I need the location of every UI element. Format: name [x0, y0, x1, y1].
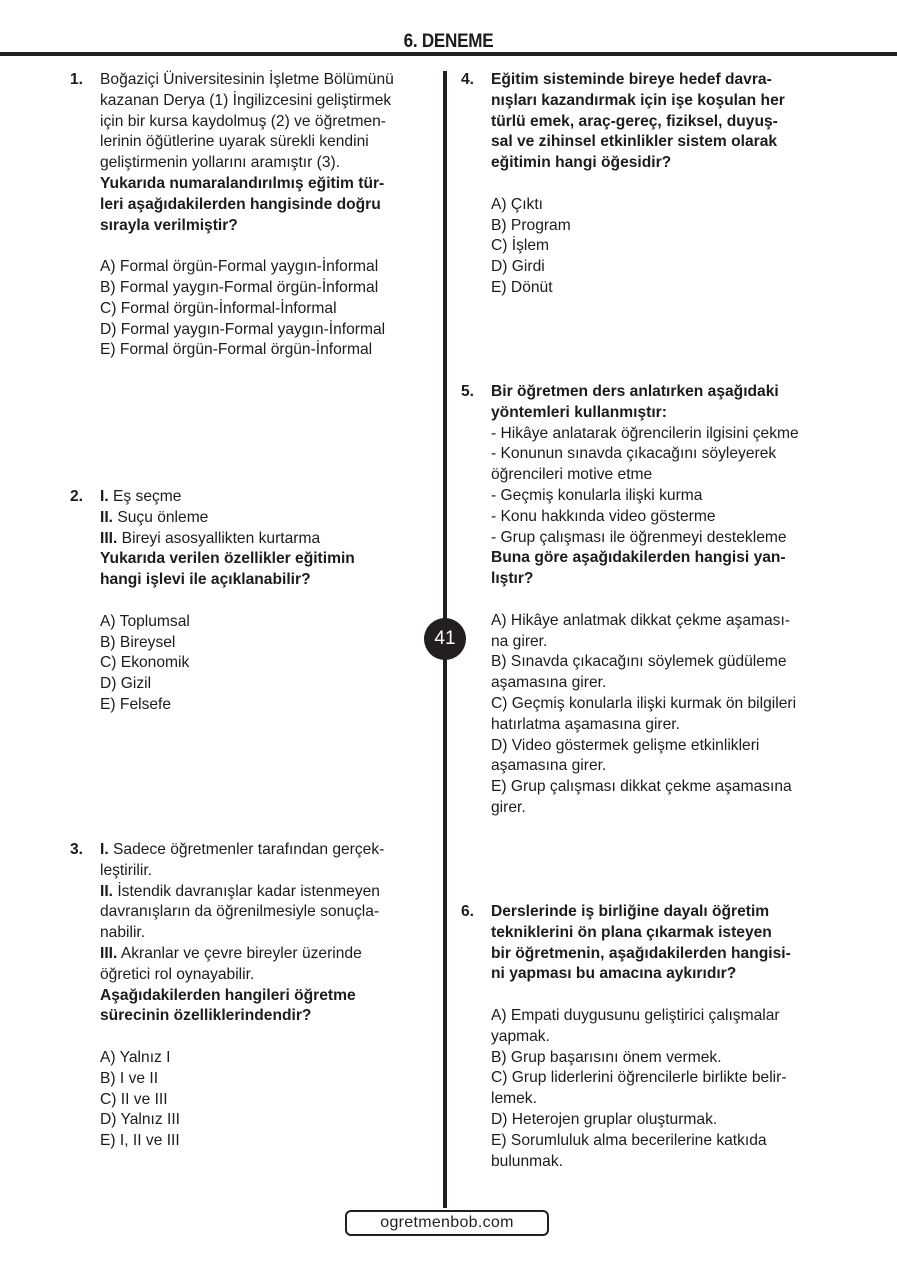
- question-intro: yöntemleri kullanmıştır:: [491, 403, 667, 421]
- option-b-cont[interactable]: aşamasına girer.: [491, 674, 607, 692]
- roman-numeral: I.: [100, 488, 109, 505]
- stem-line: kazanan Derya (1) İngilizcesini geliştirmek: [100, 91, 392, 109]
- question-4: [461, 70, 806, 299]
- roman-numeral: III.: [100, 944, 118, 962]
- question-prompt: ni yapması bu amacına aykırıdır?: [491, 965, 737, 983]
- option-b[interactable]: B) Grup başarısını önem vermek.: [491, 1048, 722, 1066]
- question-number: 6.: [461, 903, 475, 920]
- statement-text: Bireyi asosyallikten kurtarma: [117, 529, 321, 547]
- question-prompt: Eğitim sisteminde bireye hedef davra-: [491, 71, 772, 88]
- option-e[interactable]: E) Sorumluluk alma becerilerine katkıda: [491, 1131, 767, 1149]
- statement-line: [100, 923, 415, 944]
- option-d-cont[interactable]: aşamasına girer.: [491, 757, 607, 775]
- option-a[interactable]: A) Yalnız I: [100, 1048, 171, 1066]
- statement-line: [100, 902, 415, 923]
- option-e-cont[interactable]: bulunmak.: [491, 1152, 563, 1170]
- statement-text: öğretici rol oynayabilir.: [100, 965, 255, 983]
- options-list: [491, 1006, 806, 1172]
- stem-line: Boğaziçi Üniversitesinin İşletme Bölümünü: [100, 71, 394, 88]
- method-line: - Geçmiş konularla ilişki kurma: [491, 486, 703, 504]
- question-prompt: sırayla verilmiştir?: [100, 216, 238, 234]
- question-prompt: bir öğretmenin, aşağıdakilerden hangisi-: [491, 944, 791, 962]
- option-b[interactable]: B) Program: [491, 216, 571, 234]
- option-a[interactable]: A) Çıktı: [491, 195, 543, 213]
- stem-line: lerinin öğütlerine uyarak sürekli kendini: [100, 133, 369, 151]
- question-prompt: nışları kazandırmak için işe koşulan her: [491, 91, 785, 109]
- question-prompt: leri aşağıdakilerden hangisinde doğru: [100, 195, 381, 213]
- question-1: [70, 70, 415, 361]
- question-prompt: tekniklerini ön plana çıkarmak isteyen: [491, 923, 772, 941]
- question-prompt: Derslerinde iş birliğine dayalı öğretim: [491, 903, 770, 920]
- statement-line: [100, 861, 415, 882]
- options-list: [100, 1048, 415, 1152]
- option-a[interactable]: A) Hikâye anlatmak dikkat çekme aşaması-: [491, 611, 790, 629]
- option-d[interactable]: D) Video göstermek gelişme etkinlikleri: [491, 736, 760, 754]
- option-c[interactable]: C) Grup liderlerini öğrencilerle birlikte belir-: [491, 1069, 787, 1087]
- question-prompt: Yukarıda verilen özellikler eğitimin: [100, 550, 355, 568]
- question-3: [70, 840, 415, 1152]
- statement-line: [100, 944, 415, 965]
- question-number: 4.: [461, 71, 475, 88]
- question-number: 1.: [70, 71, 84, 88]
- option-d[interactable]: D) Gizil: [100, 675, 152, 693]
- stem-line: için bir kursa kaydolmuş (2) ve öğretmen-: [100, 112, 386, 130]
- question-5: [461, 382, 806, 819]
- options-list: [491, 195, 806, 299]
- method-line: - Konunun sınavda çıkacağını söyleyerek: [491, 445, 777, 463]
- header-rule: [0, 52, 897, 56]
- option-c[interactable]: C) Geçmiş konularla ilişki kurmak ön bilgileri: [491, 694, 797, 712]
- statement-text: İstendik davranışlar kadar istenmeyen: [113, 882, 380, 900]
- option-a-cont[interactable]: na girer.: [491, 632, 548, 650]
- option-e[interactable]: E) Dönüt: [491, 278, 553, 296]
- option-c[interactable]: C) Formal örgün-İnformal-İnformal: [100, 299, 337, 317]
- question-number: 3.: [70, 841, 84, 858]
- statement-text: Eş seçme: [108, 488, 182, 505]
- question-prompt: Buna göre aşağıdakilerden hangisi yan-: [491, 549, 786, 567]
- question-prompt: lıştır?: [491, 570, 534, 588]
- options-list: [100, 257, 415, 361]
- option-b[interactable]: B) I ve II: [100, 1069, 159, 1087]
- question-number: 5.: [461, 383, 475, 400]
- statement-line: [100, 840, 415, 861]
- footer-site-label: ogretmenbob.com: [345, 1210, 549, 1236]
- question-prompt: Aşağıdakilerden hangileri öğretme: [100, 986, 356, 1004]
- options-list: [100, 612, 415, 716]
- method-line: öğrencileri motive etme: [491, 466, 653, 484]
- page-number-badge: 41: [424, 618, 466, 660]
- question-number: 2.: [70, 488, 84, 505]
- roman-numeral: II.: [100, 508, 113, 526]
- options-list: [491, 611, 806, 819]
- option-b[interactable]: B) Sınavda çıkacağını söylemek güdüleme: [491, 653, 787, 671]
- option-d[interactable]: D) Yalnız III: [100, 1111, 181, 1129]
- method-line: - Grup çalışması ile öğrenmeyi destekleme: [491, 528, 787, 546]
- option-d[interactable]: D) Formal yaygın-Formal yaygın-İnformal: [100, 320, 386, 338]
- statement-text: Suçu önleme: [113, 508, 209, 526]
- roman-numeral: III.: [100, 529, 118, 547]
- option-c-cont[interactable]: lemek.: [491, 1090, 537, 1108]
- option-a[interactable]: A) Toplumsal: [100, 612, 190, 630]
- statement-text: nabilir.: [100, 924, 146, 942]
- question-prompt: Yukarıda numaralandırılmış eğitim tür-: [100, 174, 385, 192]
- option-a[interactable]: A) Formal örgün-Formal yaygın-İnformal: [100, 258, 379, 276]
- roman-numeral: I.: [100, 841, 109, 858]
- statement-text: Sadece öğretmenler tarafından gerçek-: [108, 841, 385, 858]
- method-line: - Konu hakkında video gösterme: [491, 507, 716, 525]
- roman-numeral: II.: [100, 882, 113, 900]
- page-title: 6. DENEME: [403, 31, 494, 52]
- statement-iii: [100, 529, 415, 550]
- option-c[interactable]: C) İşlem: [491, 237, 550, 255]
- question-prompt: eğitimin hangi öğesidir?: [491, 154, 672, 172]
- option-d[interactable]: D) Girdi: [491, 258, 545, 276]
- option-e[interactable]: E) I, II ve III: [100, 1132, 180, 1150]
- statement-text: Akranlar ve çevre bireyler üzerinde: [117, 944, 362, 962]
- option-a[interactable]: A) Empati duygusunu geliştirici çalışmalar: [491, 1006, 780, 1024]
- question-prompt: sal ve zihinsel etkinlikler sistem olarak: [491, 133, 778, 151]
- question-intro: Bir öğretmen ders anlatırken aşağıdaki: [491, 383, 779, 400]
- option-c[interactable]: C) Ekonomik: [100, 654, 190, 672]
- stem-line: geliştirmenin yollarını aramıştır (3).: [100, 154, 341, 172]
- option-e[interactable]: E) Formal örgün-Formal örgün-İnformal: [100, 341, 373, 359]
- statement-ii: [100, 508, 415, 529]
- option-e-cont[interactable]: girer.: [491, 798, 526, 816]
- question-2: [70, 487, 415, 716]
- option-e[interactable]: E) Grup çalışması dikkat çekme aşamasına: [491, 778, 792, 796]
- statement-text: leştirilir.: [100, 861, 152, 879]
- option-c-cont[interactable]: hatırlatma aşamasına girer.: [491, 715, 680, 733]
- statement-text: davranışların da öğrenilmesiyle sonuçla-: [100, 903, 380, 921]
- option-b[interactable]: B) Bireysel: [100, 633, 176, 651]
- option-a-cont[interactable]: yapmak.: [491, 1027, 550, 1045]
- statement-line: [100, 965, 415, 986]
- method-line: - Hikâye anlatarak öğrencilerin ilgisini çekme: [491, 424, 799, 442]
- question-6: [461, 902, 806, 1172]
- question-prompt: hangi işlevi ile açıklanabilir?: [100, 571, 311, 589]
- question-prompt: sürecinin özelliklerindendir?: [100, 1007, 312, 1025]
- option-d[interactable]: D) Heterojen gruplar oluşturmak.: [491, 1110, 718, 1128]
- option-b[interactable]: B) Formal yaygın-Formal örgün-İnformal: [100, 278, 379, 296]
- option-e[interactable]: E) Felsefe: [100, 695, 172, 713]
- statement-line: [100, 882, 415, 903]
- question-prompt: türlü emek, araç-gereç, fiziksel, duyuş-: [491, 112, 778, 130]
- option-c[interactable]: C) II ve III: [100, 1090, 168, 1108]
- statement-i: [100, 487, 415, 508]
